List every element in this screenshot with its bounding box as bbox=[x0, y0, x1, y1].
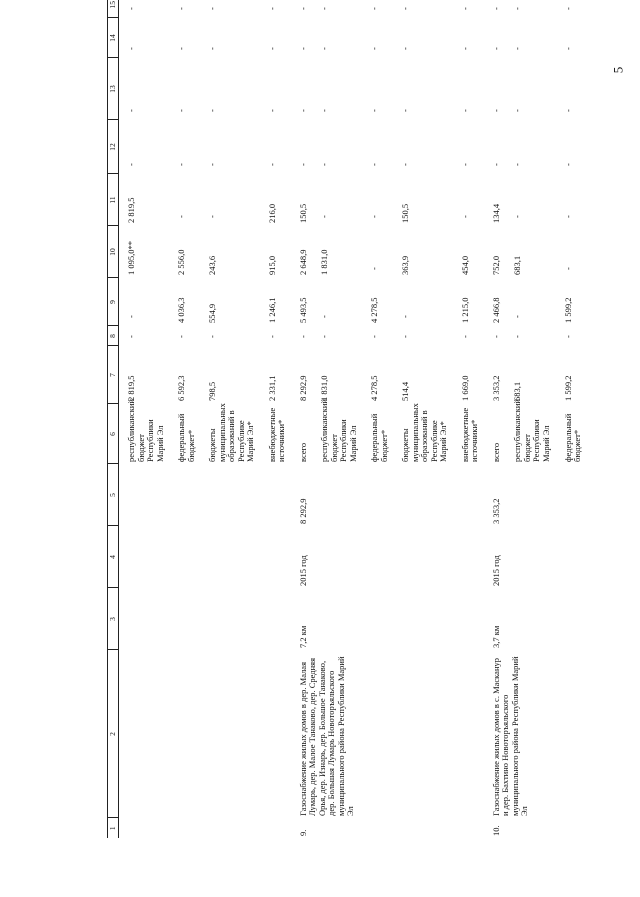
value-c8: - bbox=[459, 335, 470, 338]
funding-source: внебюджетные источники* bbox=[266, 407, 287, 462]
value-c14: - bbox=[126, 47, 136, 50]
column-number-14: 14 bbox=[108, 18, 119, 58]
value-c12: - bbox=[512, 163, 523, 166]
value-c10: 2 556,0 bbox=[176, 249, 187, 275]
value-c13: - bbox=[562, 109, 573, 112]
table-body bbox=[119, 0, 587, 838]
value-c13: - bbox=[297, 109, 308, 112]
value-c8: - bbox=[512, 335, 523, 338]
value-c10: 454,0 bbox=[459, 255, 470, 275]
implementation-year: 2015 год bbox=[490, 555, 501, 586]
value-c10: 752,0 bbox=[490, 255, 501, 275]
value-c8: - bbox=[176, 335, 187, 338]
empty-cell bbox=[169, 464, 200, 526]
value-c11: 134,4 bbox=[490, 203, 501, 223]
value-c14: - bbox=[490, 47, 501, 50]
value-c15: - bbox=[176, 7, 187, 10]
value-c7: 683,1 bbox=[512, 381, 523, 401]
column-number-13: 13 bbox=[108, 58, 119, 120]
value-c15: - bbox=[369, 7, 380, 10]
value-c8: - bbox=[266, 335, 277, 338]
value-c7: 4 278,5 bbox=[369, 375, 380, 401]
value-c12: - bbox=[126, 163, 136, 166]
value-c13: - bbox=[369, 109, 380, 112]
value-c10: 1 831,0 bbox=[319, 249, 330, 275]
value-c13: - bbox=[459, 109, 470, 112]
value-c12: - bbox=[459, 163, 470, 166]
empty-cell bbox=[200, 818, 260, 838]
value-c14: - bbox=[512, 47, 523, 50]
value-c10: 915,0 bbox=[266, 255, 277, 275]
funding-source: бюджеты муниципальных образований в Республике Марий Эл* bbox=[400, 403, 449, 462]
value-c7: 2 331,1 bbox=[266, 375, 277, 401]
empty-cell bbox=[200, 650, 260, 818]
value-c7: 1 831,0 bbox=[319, 375, 330, 401]
value-c9: 1 599,2 bbox=[562, 297, 573, 323]
empty-cell bbox=[169, 588, 200, 650]
value-c11: 2 819,5 bbox=[126, 197, 136, 223]
value-c14: - bbox=[459, 47, 470, 50]
value-c8: - bbox=[297, 335, 308, 338]
value-c9: 4 278,5 bbox=[369, 297, 380, 323]
value-c12: - bbox=[266, 163, 277, 166]
object-length: 3,7 км bbox=[490, 625, 501, 648]
value-c13: - bbox=[490, 109, 501, 112]
empty-cell bbox=[260, 464, 291, 526]
value-c14: - bbox=[562, 47, 573, 50]
empty-cell bbox=[200, 526, 260, 588]
table-row bbox=[169, 0, 200, 838]
value-c7: 514,4 bbox=[400, 381, 411, 401]
value-c13: - bbox=[266, 109, 277, 112]
value-c11: - bbox=[459, 215, 470, 218]
value-c9: - bbox=[319, 315, 330, 318]
value-c14: - bbox=[297, 47, 308, 50]
empty-cell bbox=[169, 818, 200, 838]
value-c8: - bbox=[490, 335, 501, 338]
value-c9: - bbox=[126, 315, 136, 318]
funding-source: федеральный бюджет* bbox=[369, 413, 389, 462]
value-c13: - bbox=[400, 109, 411, 112]
value-c7: 1 669,0 bbox=[459, 375, 470, 401]
value-c15: - bbox=[319, 7, 330, 10]
value-c13: - bbox=[126, 109, 136, 112]
page-number: 5 bbox=[610, 66, 626, 74]
table-row bbox=[291, 0, 313, 838]
value-c7: 798,5 bbox=[207, 381, 218, 401]
value-c14: - bbox=[400, 47, 411, 50]
table-row bbox=[119, 0, 170, 838]
value-c10: 683,1 bbox=[512, 255, 523, 275]
empty-cell bbox=[119, 818, 170, 838]
value-c13: - bbox=[176, 109, 187, 112]
value-c13: - bbox=[207, 109, 218, 112]
value-c11: - bbox=[207, 215, 218, 218]
value-c10: 2 648,9 bbox=[297, 249, 308, 275]
implementation-year: 2015 год bbox=[297, 555, 308, 586]
value-c13: - bbox=[319, 109, 330, 112]
empty-cell bbox=[169, 650, 200, 818]
value-c10: - bbox=[562, 267, 573, 270]
table-row bbox=[260, 0, 291, 838]
entry-number: 9. bbox=[297, 829, 308, 836]
object-total-cost: 8 292,9 bbox=[297, 498, 308, 524]
table-row bbox=[484, 0, 506, 838]
column-number-11: 11 bbox=[108, 174, 119, 226]
value-c12: - bbox=[369, 163, 380, 166]
value-c12: - bbox=[176, 163, 187, 166]
value-c9: 4 036,3 bbox=[176, 297, 187, 323]
value-c9: 1 246,1 bbox=[266, 297, 277, 323]
value-c13: - bbox=[512, 109, 523, 112]
column-number-header bbox=[108, 0, 119, 838]
value-c9: 1 215,0 bbox=[459, 297, 470, 323]
value-c15: - bbox=[490, 7, 501, 10]
value-c15: - bbox=[562, 7, 573, 10]
value-c14: - bbox=[369, 47, 380, 50]
value-c9: 2 466,8 bbox=[490, 297, 501, 323]
column-number-3: 3 bbox=[108, 588, 119, 650]
value-c7: 2 819,5 bbox=[126, 375, 136, 401]
funding-source: республиканский бюджет Республики Марий Эл bbox=[319, 399, 358, 462]
empty-cell bbox=[200, 588, 260, 650]
value-c7: 6 592,3 bbox=[176, 375, 187, 401]
value-c15: - bbox=[459, 7, 470, 10]
value-c15: - bbox=[266, 7, 277, 10]
column-number-4: 4 bbox=[108, 526, 119, 588]
value-c11: - bbox=[512, 215, 523, 218]
value-c15: - bbox=[126, 7, 136, 10]
empty-cell bbox=[260, 526, 291, 588]
value-c10: 243,6 bbox=[207, 255, 218, 275]
value-c15: - bbox=[400, 7, 411, 10]
value-c15: - bbox=[207, 7, 218, 10]
value-c11: - bbox=[369, 215, 380, 218]
empty-cell bbox=[119, 650, 170, 818]
value-c11: - bbox=[562, 215, 573, 218]
object-length: 7,2 км bbox=[297, 625, 308, 648]
value-c15: - bbox=[297, 7, 308, 10]
funding-source: республиканский бюджет Республики Марий Эл bbox=[126, 399, 165, 462]
column-number-12: 12 bbox=[108, 120, 119, 174]
value-c15: - bbox=[512, 7, 523, 10]
table-row bbox=[200, 0, 260, 838]
value-c10: 363,9 bbox=[400, 255, 411, 275]
empty-cell bbox=[260, 650, 291, 818]
funding-source: федеральный бюджет* bbox=[176, 413, 196, 462]
rotated-table-wrapper bbox=[107, 1, 583, 838]
funding-source: всего bbox=[297, 442, 308, 462]
empty-cell bbox=[119, 526, 170, 588]
column-number-10: 10 bbox=[108, 226, 119, 278]
value-c11: 150,5 bbox=[297, 203, 308, 223]
value-c8: - bbox=[369, 335, 380, 338]
column-number-2: 2 bbox=[108, 650, 119, 818]
column-number-7: 7 bbox=[108, 346, 119, 404]
value-c9: 554,9 bbox=[207, 303, 218, 323]
funding-source: внебюджетные источники* bbox=[459, 407, 480, 462]
value-c11: 150,5 bbox=[400, 203, 411, 223]
value-c14: - bbox=[266, 47, 277, 50]
column-number-15: 15 bbox=[108, 0, 119, 18]
empty-cell bbox=[260, 818, 291, 838]
value-c8: - bbox=[562, 335, 573, 338]
value-c11: 216,0 bbox=[266, 203, 277, 223]
funding-source: федеральный бюджет* bbox=[562, 413, 583, 462]
value-c14: - bbox=[207, 47, 218, 50]
value-c12: - bbox=[297, 163, 308, 166]
value-c12: - bbox=[490, 163, 501, 166]
value-c8: - bbox=[207, 335, 218, 338]
object-name: Газоснабжение жилых домов в с. Масканур и дер. Бахтино Новоторъяльского муниципального района Республики Марий Эл bbox=[490, 656, 530, 816]
value-c12: - bbox=[319, 163, 330, 166]
value-c12: - bbox=[207, 163, 218, 166]
value-c7: 3 353,2 bbox=[490, 375, 501, 401]
value-c9: - bbox=[512, 315, 523, 318]
entry-number: 10. bbox=[490, 825, 501, 836]
empty-cell bbox=[200, 464, 260, 526]
value-c11: - bbox=[176, 215, 187, 218]
column-number-1: 1 bbox=[108, 818, 119, 838]
column-number-6: 6 bbox=[108, 404, 119, 464]
empty-cell bbox=[169, 526, 200, 588]
value-c12: - bbox=[562, 163, 573, 166]
value-c10: 1 095,0** bbox=[126, 241, 136, 275]
funding-source: бюджеты муниципальных образований в Республике Марий Эл* bbox=[207, 403, 256, 462]
value-c10: - bbox=[369, 267, 380, 270]
funding-source: республиканский бюджет Республики Марий Эл bbox=[512, 399, 551, 462]
column-number-9: 9 bbox=[108, 278, 119, 326]
value-c14: - bbox=[319, 47, 330, 50]
value-c11: - bbox=[319, 215, 330, 218]
value-c7: 1 599,2 bbox=[562, 375, 573, 401]
value-c8: - bbox=[319, 335, 330, 338]
value-c8: - bbox=[400, 335, 411, 338]
object-total-cost: 3 353,2 bbox=[490, 498, 501, 524]
empty-cell bbox=[119, 588, 170, 650]
investment-table bbox=[107, 0, 587, 838]
value-c9: - bbox=[400, 315, 411, 318]
value-c12: - bbox=[400, 163, 411, 166]
column-number-5: 5 bbox=[108, 464, 119, 526]
funding-source: всего bbox=[490, 442, 501, 462]
value-c7: 8 292,9 bbox=[297, 375, 308, 401]
value-c9: 5 493,5 bbox=[297, 297, 308, 323]
object-name: Газоснабжение жилых домов в дер. Малая Лумарь, дер. Малое Танаково, дер. Средняя Орья, дер. Изнарь, дер. Большое Танаково, дер. Большая Лумарь Новоторъяльского муниципального района Республики Марий Эл bbox=[297, 656, 356, 816]
empty-cell bbox=[119, 464, 170, 526]
column-number-8: 8 bbox=[108, 326, 119, 346]
value-c8: - bbox=[126, 335, 136, 338]
value-c14: - bbox=[176, 47, 187, 50]
empty-cell bbox=[260, 588, 291, 650]
